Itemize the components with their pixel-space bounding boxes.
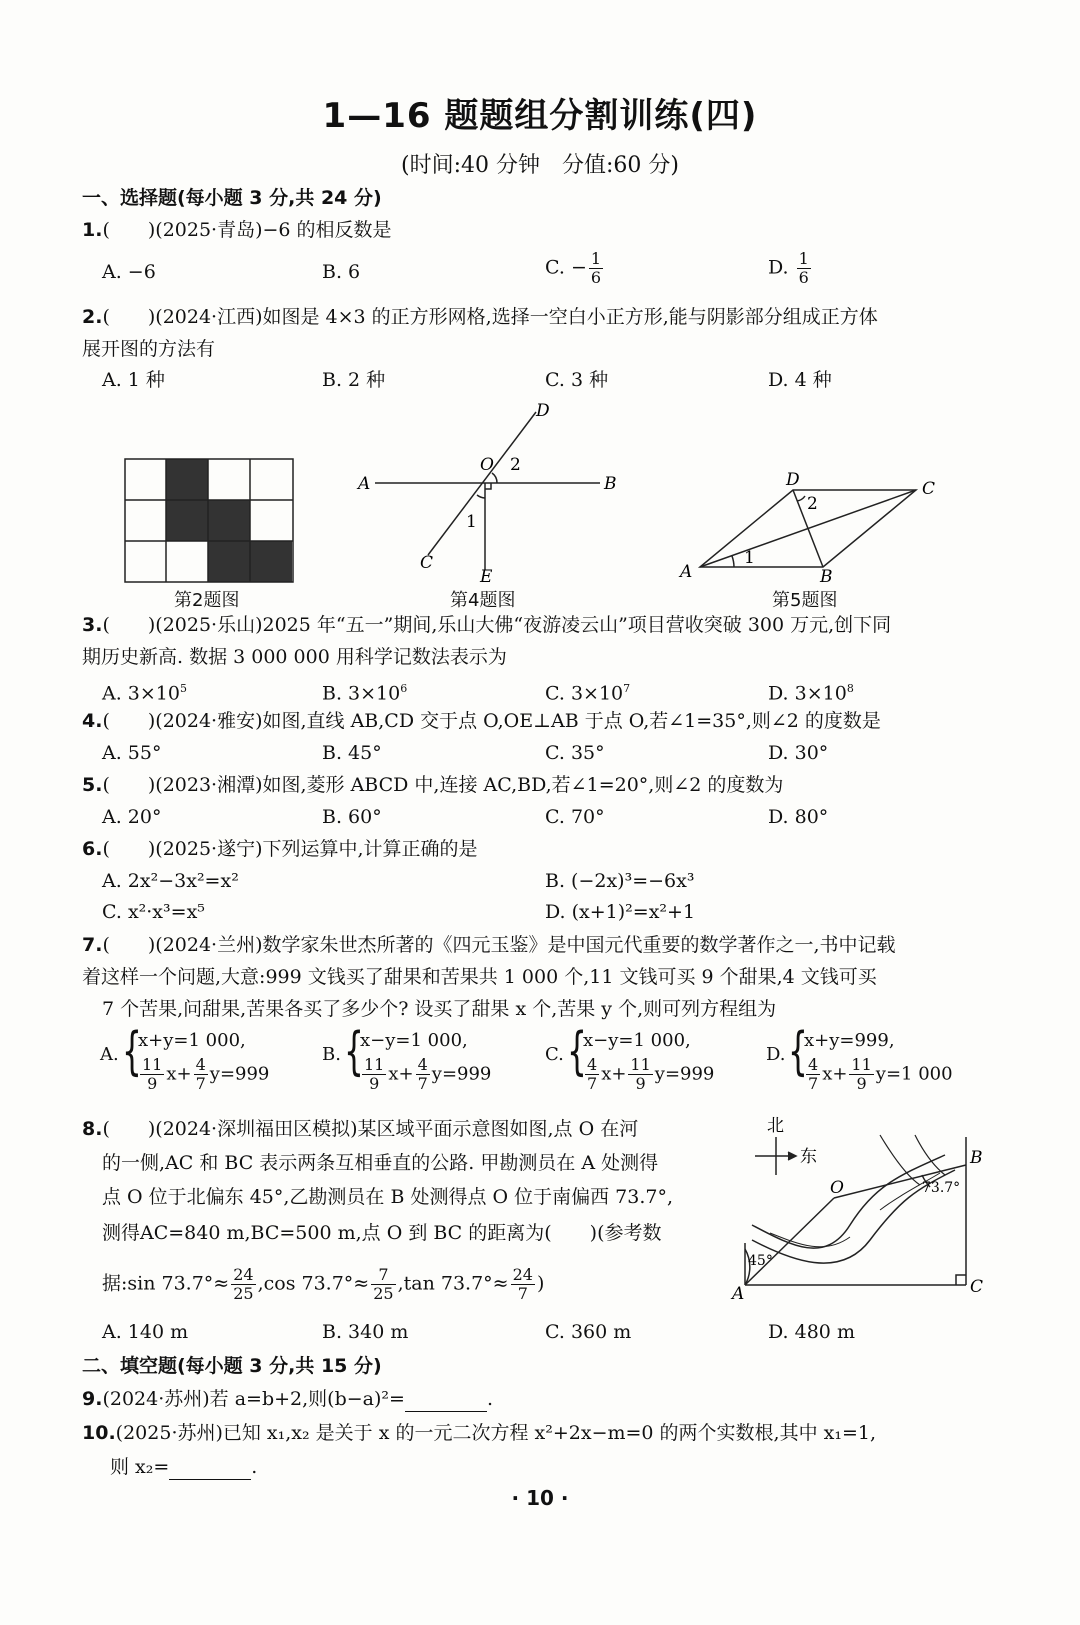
question-5 — [82, 773, 783, 797]
figure-4-caption: 第4题图 — [450, 590, 516, 611]
label-A: A — [680, 562, 693, 582]
label-E: E — [480, 567, 493, 587]
brace: { — [122, 1022, 142, 1082]
q4-option-a: A. 55° — [102, 742, 162, 764]
angle-2-label: 2 — [807, 494, 818, 514]
angle-2-label: 2 — [510, 455, 521, 475]
q2-option-d: D. 4 种 — [768, 369, 832, 391]
option-label: B. — [322, 1044, 341, 1065]
question-9 — [82, 1387, 493, 1412]
equation-1: x+y=1 000, — [138, 1030, 246, 1051]
q5-option-a: A. 20° — [102, 806, 162, 828]
figure-2-caption: 第2题图 — [174, 590, 240, 611]
q1-option-a: A. −6 — [102, 261, 156, 283]
figure-2-grid — [124, 458, 296, 584]
east-label: 东 — [800, 1147, 817, 1167]
equation-2: $\frac{4}{7}$ x+ $\frac{11}{9}$ y=1 000 — [808, 1055, 953, 1093]
q5-option-d: D. 80° — [768, 806, 829, 828]
question-7-line-1 — [82, 933, 896, 957]
figure-8-map — [730, 1115, 1000, 1305]
answer-blank[interactable] — [405, 1387, 487, 1412]
q1-option-d — [768, 250, 813, 287]
question-8-line-3: 点 O 位于北偏东 45°,乙勘测员在 B 处测得点 O 位于南偏西 73.7°, — [102, 1186, 673, 1208]
q2-option-c: C. 3 种 — [545, 369, 609, 391]
question-10-line-1 — [82, 1421, 876, 1445]
question-text: ( )(2025·青岛)−6 的相反数是 — [102, 219, 392, 241]
option-label: A. — [100, 1044, 119, 1065]
exponent: 8 — [846, 682, 854, 695]
q8-option-b: B. 340 m — [322, 1321, 409, 1343]
q2-option-a: A. 1 种 — [102, 369, 165, 391]
exponent: 6 — [400, 682, 408, 695]
question-text: ( )(2024·雅安)如图,直线 AB,CD 交于点 O,OE⊥AB 于点 O,若∠1=35°,则∠2 的度数是 — [102, 710, 881, 732]
question-text: (2025·苏州)已知 x₁,x₂ 是关于 x 的一元二次方程 x²+2x−m=0 的两个实数根,其中 x₁=1, — [115, 1422, 877, 1444]
option-text: D. 3×10 — [768, 682, 847, 705]
option-text: C. 3×10 — [545, 682, 624, 705]
shaded-cell — [208, 500, 250, 541]
figure-5 — [672, 465, 952, 585]
q7-option-d — [766, 1022, 986, 1100]
question-text: ( )(2023·湘潭)如图,菱形 ABCD 中,连接 AC,BD,若∠1=20°,则∠2 的度数为 — [102, 774, 784, 796]
exponent: 7 — [623, 682, 631, 695]
q6-option-c: C. x²·x³=x⁵ — [102, 901, 205, 923]
question-text: ( )(2024·深圳福田区模拟)某区域平面示意图如图,点 O 在河 — [102, 1118, 639, 1140]
question-text: ( )(2025·乐山)2025 年“五一”期间,乐山大佛“夜游凌云山”项目营收突破 300 万元,创下同 — [102, 614, 892, 636]
q5-option-b: B. 60° — [322, 806, 382, 828]
label-B: B — [970, 1148, 983, 1168]
equation-2: $\frac{4}{7}$ x+ $\frac{11}{9}$ y=999 — [587, 1055, 715, 1093]
q8-option-a: A. 140 m — [102, 1321, 189, 1343]
question-text: ( )(2024·兰州)数学家朱世杰所著的《四元玉鉴》是中国元代重要的数学著作之一,书中记载 — [102, 934, 896, 956]
q3-option-a — [102, 677, 187, 705]
q1-option-c — [545, 250, 605, 287]
question-8-line-2: 的一侧,AC 和 BC 表示两条互相垂直的公路. 甲勘测员在 A 处测得 — [102, 1152, 659, 1174]
label-C: C — [420, 553, 434, 573]
fraction — [589, 250, 603, 287]
label-O: O — [480, 455, 494, 475]
question-text: ( )(2025·遂宁)下列运算中,计算正确的是 — [102, 838, 478, 860]
q7-option-b — [322, 1022, 532, 1100]
angle-1-label: 1 — [744, 548, 755, 568]
shaded-cell — [166, 459, 208, 500]
brace: { — [788, 1022, 808, 1082]
equation-1: x−y=1 000, — [583, 1030, 691, 1051]
brace: { — [567, 1022, 587, 1082]
option-text: A. 3×10 — [102, 682, 180, 705]
equation-1: x−y=1 000, — [360, 1030, 468, 1051]
exponent: 5 — [180, 682, 187, 695]
q6-option-b: B. (−2x)³=−6x³ — [545, 870, 695, 892]
label-A: A — [732, 1284, 745, 1304]
equation-2: $\frac{11}{9}$ x+ $\frac{4}{7}$ y=999 — [142, 1055, 270, 1093]
page-title: 1—16 题题组分割训练(四) — [322, 96, 758, 136]
page-subtitle: (时间:40 分钟 分值:60 分) — [401, 153, 679, 178]
section-heading-fill: 二、填空题(每小题 3 分,共 15 分) — [82, 1355, 382, 1377]
question-number: 8. — [82, 1118, 103, 1140]
option-label: C. − — [545, 256, 587, 279]
question-number: 4. — [82, 710, 103, 732]
question-number: 6. — [82, 838, 103, 860]
question-number: 9. — [82, 1388, 103, 1410]
question-6 — [82, 837, 478, 861]
figure-5-caption: 第5题图 — [772, 590, 838, 611]
q4-option-b: B. 45° — [322, 742, 382, 764]
question-number: 7. — [82, 934, 103, 956]
angle-737-label: 73.7° — [922, 1180, 961, 1196]
q3-option-d — [768, 677, 854, 705]
equation-1: x+y=999, — [804, 1030, 895, 1051]
question-7-line-2: 着这样一个问题,大意:999 文钱买了甜果和苦果共 1 000 个,11 文钱可买 9 个甜果,4 文钱可买 — [82, 966, 877, 988]
question-number: 3. — [82, 614, 103, 636]
option-label: D. — [768, 256, 795, 279]
option-label: D. — [766, 1044, 786, 1065]
label-C: C — [970, 1277, 984, 1297]
numerator: 1 — [590, 249, 602, 268]
question-number: 2. — [82, 306, 103, 328]
label-B: B — [604, 474, 617, 494]
q4-option-c: C. 35° — [545, 742, 605, 764]
question-3-line-1 — [82, 613, 891, 637]
question-10-line-2 — [110, 1455, 257, 1480]
question-text: ( )(2024·江西)如图是 4×3 的正方形网格,选择一空白小正方形,能与阴影部分组成正方体 — [102, 306, 878, 328]
q6-option-d: D. (x+1)²=x²+1 — [545, 901, 696, 923]
label-B: B — [820, 567, 833, 585]
section-heading-choice: 一、选择题(每小题 3 分,共 24 分) — [82, 187, 382, 209]
question-text: 则 x₂= — [110, 1456, 170, 1478]
brace: { — [344, 1022, 364, 1082]
question-number: 1. — [82, 219, 103, 241]
q1-option-b: B. 6 — [322, 261, 361, 283]
question-number: 10. — [82, 1422, 116, 1444]
shaded-cell — [166, 500, 208, 541]
question-8-line-5: 据:sin 73.7°≈ $\frac{24}{25}$ ,cos 73.7°≈ $\frac{7}{25}$ ,tan 73.7°≈ $\frac{24}{7}$ ) — [102, 1265, 545, 1303]
q6-option-a: A. 2x²−3x²=x² — [102, 870, 239, 892]
q7-option-a — [100, 1022, 310, 1100]
angle-1-label: 1 — [466, 512, 477, 532]
angle-45-label: 45° — [748, 1253, 773, 1269]
denominator: 6 — [798, 268, 809, 287]
question-1 — [82, 218, 392, 242]
question-text: (2024·苏州)若 a=b+2,则(b−a)²= — [102, 1388, 405, 1410]
question-2-line-2: 展开图的方法有 — [82, 338, 216, 360]
period: . — [251, 1456, 258, 1478]
q3-option-b — [322, 677, 407, 705]
answer-blank[interactable] — [169, 1455, 251, 1480]
page-number: · 10 · — [511, 1486, 569, 1510]
q4-option-d: D. 30° — [768, 742, 829, 764]
q8-option-d: D. 480 m — [768, 1321, 855, 1343]
figure-4 — [350, 400, 630, 590]
denominator: 6 — [590, 268, 602, 287]
period: . — [486, 1388, 493, 1410]
label-A: A — [358, 474, 371, 494]
equation-2: $\frac{11}{9}$ x+ $\frac{4}{7}$ y=999 — [364, 1055, 492, 1093]
label-C: C — [922, 479, 936, 499]
q3-option-c — [545, 677, 630, 705]
option-label: C. — [545, 1044, 564, 1065]
fraction — [797, 250, 811, 287]
question-number: 5. — [82, 774, 103, 796]
question-3-line-2: 期历史新高. 数据 3 000 000 用科学记数法表示为 — [82, 646, 507, 668]
question-4 — [82, 709, 881, 733]
shaded-cell — [250, 541, 292, 582]
q2-option-b: B. 2 种 — [322, 369, 386, 391]
north-label: 北 — [767, 1116, 784, 1136]
label-D: D — [786, 470, 800, 490]
option-text: B. 3×10 — [322, 682, 401, 705]
question-8-line-1 — [82, 1117, 638, 1141]
q8-option-c: C. 360 m — [545, 1321, 632, 1343]
question-7-line-3: 7 个苦果,问甜果,苦果各买了多少个? 设买了甜果 x 个,苦果 y 个,则可列方程组为 — [102, 998, 777, 1020]
q7-option-c — [545, 1022, 755, 1100]
question-8-line-4: 测得AC=840 m,BC=500 m,点 O 到 BC 的距离为( )(参考数 — [102, 1222, 662, 1244]
q5-option-c: C. 70° — [545, 806, 605, 828]
question-2-line-1 — [82, 305, 878, 329]
label-D: D — [536, 401, 550, 421]
numerator: 1 — [798, 249, 809, 268]
label-O: O — [830, 1178, 844, 1198]
shaded-cell — [208, 541, 250, 582]
